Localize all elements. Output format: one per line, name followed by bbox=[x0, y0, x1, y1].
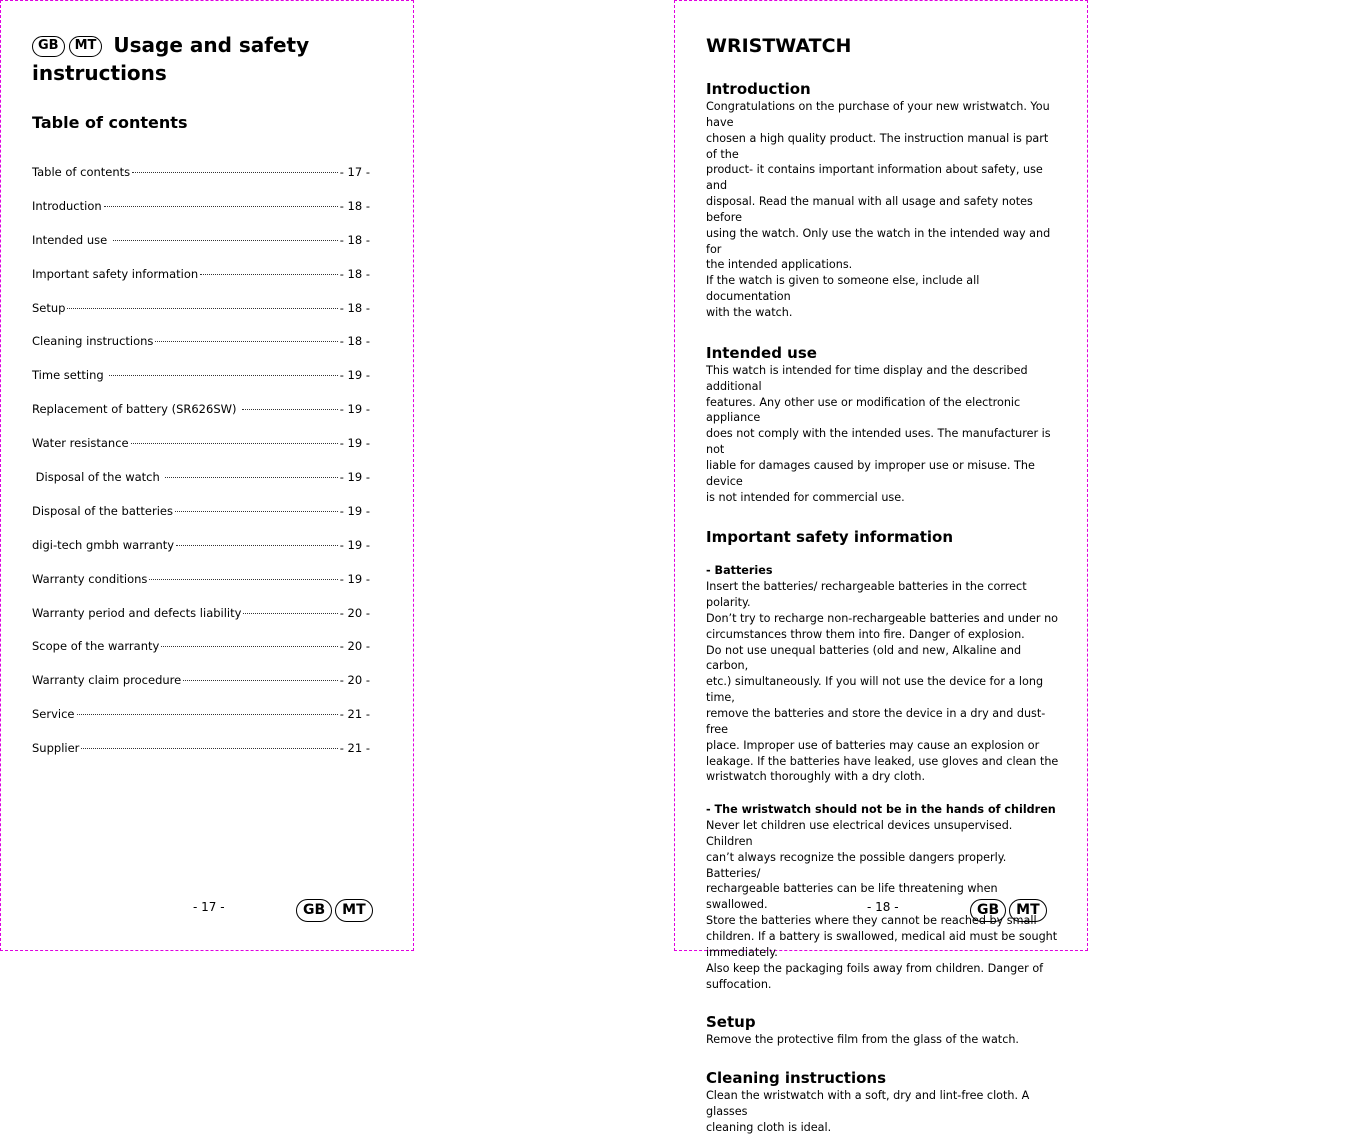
toc-entry-page: - 19 - bbox=[339, 402, 370, 417]
toc-entry-page: - 18 - bbox=[339, 300, 370, 315]
toc-entry bbox=[32, 402, 370, 436]
toc-entry bbox=[32, 267, 370, 301]
toc-entry-page: - 17 - bbox=[339, 165, 370, 179]
content-column bbox=[706, 33, 1061, 1136]
text-line: wristwatch thoroughly with a dry cloth. bbox=[706, 770, 926, 784]
text-line: Don’t try to recharge non-rechargeable batteries and under no bbox=[706, 611, 1059, 625]
toc-dot-leader bbox=[243, 613, 337, 614]
toc-entry bbox=[32, 301, 370, 335]
toc-dot-leader bbox=[109, 375, 337, 376]
toc-entry-label: Water resistance bbox=[32, 436, 129, 451]
toc-dot-leader bbox=[131, 443, 338, 444]
toc-entry-label: Intended use bbox=[32, 232, 111, 247]
text-line: etc.) simultaneously. If you will not use the device for a long time, bbox=[706, 675, 1044, 705]
section-body-setup bbox=[706, 1032, 1061, 1048]
toc-entry bbox=[32, 199, 370, 233]
toc-dot-leader bbox=[113, 240, 338, 241]
toc-entry-label: digi-tech gmbh warranty bbox=[32, 537, 175, 552]
toc-entry-label: Service bbox=[32, 707, 75, 722]
toc-entry-label: Warranty period and defects liability bbox=[32, 605, 242, 620]
text-line: rechargeable batteries can be life threatening when swallowed. bbox=[706, 882, 998, 912]
section-heading-intended-use: Intended use bbox=[706, 343, 817, 362]
text-line: product- it contains important information about safety, use and bbox=[706, 163, 1043, 193]
footer-badge-gb: GB bbox=[970, 899, 1006, 922]
page-number: - 17 - bbox=[193, 900, 225, 914]
footer-badge-mt: MT bbox=[1009, 899, 1046, 922]
toc-entry-page: - 19 - bbox=[339, 436, 370, 451]
text-line: Congratulations on the purchase of your new wristwatch. You have bbox=[706, 100, 1050, 129]
toc-dot-leader bbox=[81, 748, 337, 749]
text-line: the intended applications. bbox=[706, 258, 853, 272]
toc-entry-page: - 20 - bbox=[339, 639, 370, 654]
toc-entry bbox=[32, 470, 370, 504]
text-line: liable for damages caused by improper use or misuse. The device bbox=[706, 458, 1035, 488]
toc-entry bbox=[32, 639, 370, 673]
text-line: This watch is intended for time display and the described additional bbox=[706, 363, 1028, 393]
toc-entry-label: Supplier bbox=[32, 741, 80, 756]
page-title bbox=[32, 31, 402, 87]
toc-dot-leader bbox=[132, 172, 338, 173]
toc-entry-page: - 19 - bbox=[339, 503, 370, 518]
section-body-introduction bbox=[706, 99, 1061, 321]
toc-entry-page: - 21 - bbox=[339, 741, 370, 756]
toc-entry bbox=[32, 334, 370, 368]
table-of-contents bbox=[32, 165, 370, 775]
text-line: chosen a high quality product. The instruction manual is part of the bbox=[706, 131, 1049, 161]
toc-entry-label: Replacement of battery (SR626SW) bbox=[32, 402, 241, 417]
text-line: Do not use unequal batteries (old and new, Alkaline and carbon, bbox=[706, 643, 1022, 673]
right-page bbox=[674, 0, 1088, 1134]
toc-entry bbox=[32, 504, 370, 538]
footer-badge-gb: GB bbox=[296, 899, 332, 922]
text-line: is not intended for commercial use. bbox=[706, 490, 905, 504]
toc-entry-label: Scope of the warranty bbox=[32, 639, 160, 654]
text-line: leakage. If the batteries have leaked, use gloves and clean the bbox=[706, 754, 1059, 768]
text-line: disposal. Read the manual with all usage and safety notes before bbox=[706, 195, 1033, 224]
footer-badges bbox=[296, 899, 376, 922]
toc-entry-page: - 21 - bbox=[339, 707, 370, 722]
toc-dot-leader bbox=[77, 714, 338, 715]
footer-badges bbox=[970, 899, 1050, 922]
toc-entry bbox=[32, 707, 370, 741]
toc-entry bbox=[32, 673, 370, 707]
text-line: Insert the batteries/ rechargeable batteries in the correct polarity. bbox=[706, 580, 1027, 610]
language-badge-gb: GB bbox=[32, 36, 65, 57]
left-page bbox=[0, 0, 414, 951]
toc-entry-page: - 18 - bbox=[339, 266, 370, 281]
toc-dot-leader bbox=[161, 646, 337, 647]
text-line: Remove the protective film from the glass of the watch. bbox=[706, 1033, 1019, 1047]
toc-dot-leader bbox=[149, 579, 337, 580]
page-number: - 18 - bbox=[867, 900, 899, 914]
toc-entry-page: - 19 - bbox=[339, 470, 370, 485]
toc-entry bbox=[32, 572, 370, 606]
toc-dot-leader bbox=[175, 511, 338, 512]
text-line: can’t always recognize the possible dangers properly. Batteries/ bbox=[706, 850, 1007, 880]
toc-entry bbox=[32, 165, 370, 199]
section-body-batteries bbox=[706, 579, 1061, 785]
toc-entry-label: Important safety information bbox=[32, 266, 199, 281]
toc-dot-leader bbox=[176, 545, 338, 546]
toc-entry bbox=[32, 233, 370, 267]
text-line: with the watch. bbox=[706, 305, 793, 319]
toc-entry-label: Warranty conditions bbox=[32, 571, 148, 586]
toc-entry bbox=[32, 436, 370, 470]
toc-dot-leader bbox=[155, 341, 337, 342]
section-heading-safety: Important safety information bbox=[706, 528, 954, 547]
text-line: immediately. bbox=[706, 945, 778, 959]
toc-entry-page: - 18 - bbox=[339, 334, 370, 349]
toc-entry-label: Cleaning instructions bbox=[32, 334, 154, 349]
toc-entry-page: - 19 - bbox=[339, 571, 370, 586]
text-line: Clean the wristwatch with a soft, dry and lint-free cloth. A glasses bbox=[706, 1089, 1030, 1119]
toc-entry-page: - 18 - bbox=[339, 198, 370, 213]
toc-dot-leader bbox=[200, 274, 338, 275]
section-heading-introduction: Introduction bbox=[706, 80, 811, 98]
toc-entry-label: Table of contents bbox=[32, 165, 131, 179]
toc-entry-label: Disposal of the batteries bbox=[32, 503, 173, 518]
toc-entry-label: Introduction bbox=[32, 198, 102, 213]
section-heading-setup: Setup bbox=[706, 1013, 756, 1032]
footer-badge-mt: MT bbox=[335, 899, 372, 922]
toc-entry-page: - 20 - bbox=[339, 673, 370, 688]
text-line: Never let children use electrical devices unsupervised. Children bbox=[706, 819, 1013, 848]
toc-dot-leader bbox=[67, 308, 337, 309]
subheading-batteries: - Batteries bbox=[706, 564, 773, 578]
text-line: cleaning cloth is ideal. bbox=[706, 1120, 832, 1134]
text-line: using the watch. Only use the watch in the intended way and for bbox=[706, 226, 1051, 256]
section-body-intended-use bbox=[706, 363, 1061, 506]
text-line: Store the batteries where they cannot be reached by small bbox=[706, 914, 1037, 928]
subheading-children: - The wristwatch should not be in the hands of children bbox=[706, 803, 1056, 817]
toc-dot-leader bbox=[183, 680, 338, 681]
toc-entry-page: - 19 - bbox=[339, 537, 370, 552]
document-title: WRISTWATCH bbox=[706, 35, 852, 57]
toc-entry-page: - 19 - bbox=[339, 368, 370, 383]
text-line: Also keep the packaging foils away from children. Danger of bbox=[706, 961, 1044, 975]
toc-dot-leader bbox=[165, 477, 337, 478]
text-line: If the watch is given to someone else, include all documentation bbox=[706, 274, 980, 304]
text-line: suffocation. bbox=[706, 977, 772, 991]
toc-entry-label: Time setting bbox=[32, 368, 108, 383]
text-line: circumstances throw them into fire. Danger of explosion. bbox=[706, 627, 1025, 641]
toc-heading: Table of contents bbox=[32, 113, 188, 132]
text-line: does not comply with the intended uses. The manufacturer is not bbox=[706, 427, 1051, 457]
toc-entry bbox=[32, 538, 370, 572]
section-heading-cleaning: Cleaning instructions bbox=[706, 1069, 887, 1088]
page-title-text: Usage and safety instructions bbox=[32, 33, 310, 85]
toc-entry-page: - 20 - bbox=[339, 605, 370, 620]
section-body-cleaning bbox=[706, 1088, 1061, 1136]
title-block bbox=[32, 31, 402, 87]
toc-entry bbox=[32, 368, 370, 402]
text-line: place. Improper use of batteries may cause an explosion or bbox=[706, 738, 1040, 752]
language-badge-mt: MT bbox=[69, 36, 103, 57]
toc-dot-leader bbox=[104, 206, 338, 207]
toc-entry-label: Setup bbox=[32, 300, 66, 315]
text-line: features. Any other use or modification of the electronic appliance bbox=[706, 395, 1021, 425]
toc-entry bbox=[32, 606, 370, 640]
toc-entry-page: - 18 - bbox=[339, 232, 370, 247]
toc-entry bbox=[32, 741, 370, 775]
toc-entry-label: Warranty claim procedure bbox=[32, 673, 182, 688]
toc-dot-leader bbox=[242, 409, 338, 410]
text-line: remove the batteries and store the device in a dry and dust-free bbox=[706, 707, 1046, 736]
toc-entry-label: Disposal of the watch bbox=[32, 470, 164, 485]
text-line: children. If a battery is swallowed, medical aid must be sought bbox=[706, 929, 1058, 943]
